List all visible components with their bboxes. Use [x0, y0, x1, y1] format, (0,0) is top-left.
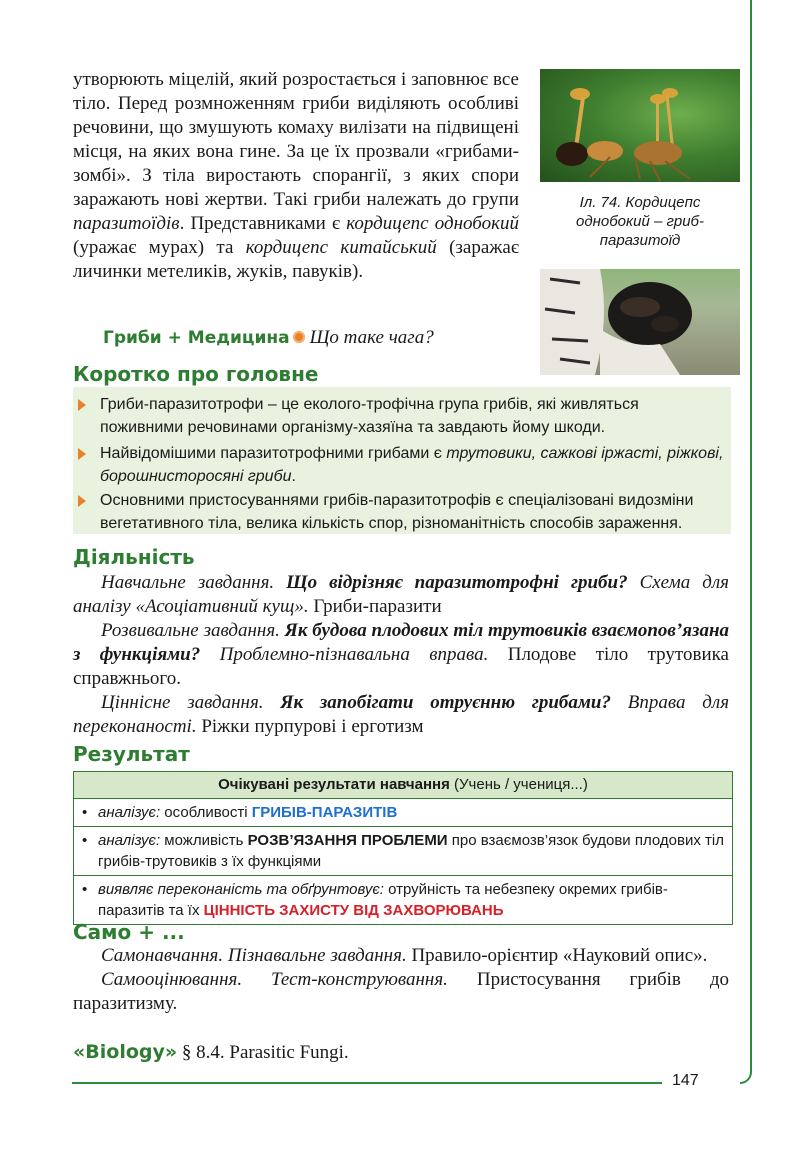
activity-task-3: Ціннісне завдання. Як запобігати отруєнню грибами? Вправа для переконаності. Ріжки пурпурові і ерготизм — [73, 692, 730, 737]
results-table — [73, 771, 733, 925]
summary-item-2: Найвідомішими паразитотрофними грибами є трутовики, сажкові іржасті, ріжкові, борошнисторосяні гриби. — [100, 442, 725, 488]
biology-text: § 8.4. Parasitic Fungi. — [177, 1042, 349, 1063]
biology-reference — [73, 1041, 349, 1064]
summary-item-3: Основними пристосуваннями грибів-паразитотрофів є спеціалізовані видозміни вегетативного тіла, велика кількість спор, різноманітність способів зараження. — [100, 489, 725, 535]
medicine-link-line — [103, 327, 434, 349]
term-cordyceps-chinese: кордицепс китайський — [245, 237, 437, 258]
page-number: 147 — [672, 1072, 699, 1089]
results-row-2: • аналізує: можливість РОЗВ’ЯЗАННЯ ПРОБЛЕМИ про взаємозв’язок будови плодових тіл грибів-трутовиків з їх функціями — [74, 827, 732, 876]
flower-icon — [293, 331, 305, 343]
result-heading: Результат — [73, 742, 190, 766]
biology-title: «Biology» — [73, 1041, 178, 1063]
chaga-birch-photo — [540, 269, 740, 375]
activity-section — [73, 571, 729, 739]
term-parasitoids: паразитоїдів — [73, 213, 180, 234]
results-row-1: • аналізує: особливості ГРИБІВ-ПАРАЗИТІВ — [74, 799, 732, 827]
self-task-2: Самооцінювання. Тест-конструювання. Пристосування грибів до паразитизму. — [73, 969, 729, 1014]
summary-heading: Коротко про головне — [73, 362, 319, 386]
self-section — [73, 944, 729, 1016]
figure-caption: Іл. 74. Кордицепс однобокий – гриб-паразитоїд — [576, 194, 704, 249]
term-cordyceps-unilateral: кордицепс однобокий — [346, 213, 519, 234]
page-border-decoration — [740, 0, 752, 1084]
results-row-3: • виявляє переконаність та обґрунтовує: отруйність та небезпеку окремих грибів-паразитів та їх ЦІННІСТЬ ЗАХИСТУ ВІД ЗАХВОРЮВАНЬ — [74, 876, 732, 924]
activity-heading: Діяльність — [73, 545, 195, 569]
activity-task-1: Навчальне завдання. Що відрізняє паразитотрофні гриби? Схема для аналізу «Асоціативний кущ». Гриби-паразити — [73, 572, 729, 617]
medicine-title: Гриби + Медицина — [103, 328, 290, 348]
results-table-header: Очікувані результати навчання (Учень / учениця...) — [74, 772, 732, 799]
summary-item-1: Гриби-паразитотрофи – це еколого-трофічна група грибів, які живляться поживними речовинами організму-хазяїна та завдають йому шкоди. — [100, 393, 725, 439]
activity-task-2: Розвивальне завдання. Як будова плодових тіл трутовиків взаємопов’язана з функціями? Проблемно-пізнавальна вправа. Плодове тіло трутовика справжнього. — [73, 620, 729, 689]
medicine-question: Що таке чага? — [309, 327, 434, 348]
self-heading: Само + ... — [73, 920, 185, 944]
summary-box — [73, 387, 731, 534]
intro-paragraph: утворюють міцелій, який розростається і заповнює все тіло. Перед розмноженням гриби виділяють особливі речовини, що змушують комаху вилізати на підвищені місця, на яких вона гине. За це їх прозвали «грибами-зомбі». З тіла виростають спорангії, з яких спори заражають нові жертви. Такі гриби належать до групи паразитоїдів. Представниками є кордицепс однобокий (уражає мурах) та кордицепс китайський (заражає личинки метеликів, жуків, павуків). — [73, 69, 519, 282]
cordyceps-ant-photo — [540, 69, 740, 182]
self-task-1: Самонавчання. Пізнавальне завдання. Правило-орієнтир «Науковий опис». — [101, 945, 708, 966]
footer-divider — [72, 1082, 662, 1084]
